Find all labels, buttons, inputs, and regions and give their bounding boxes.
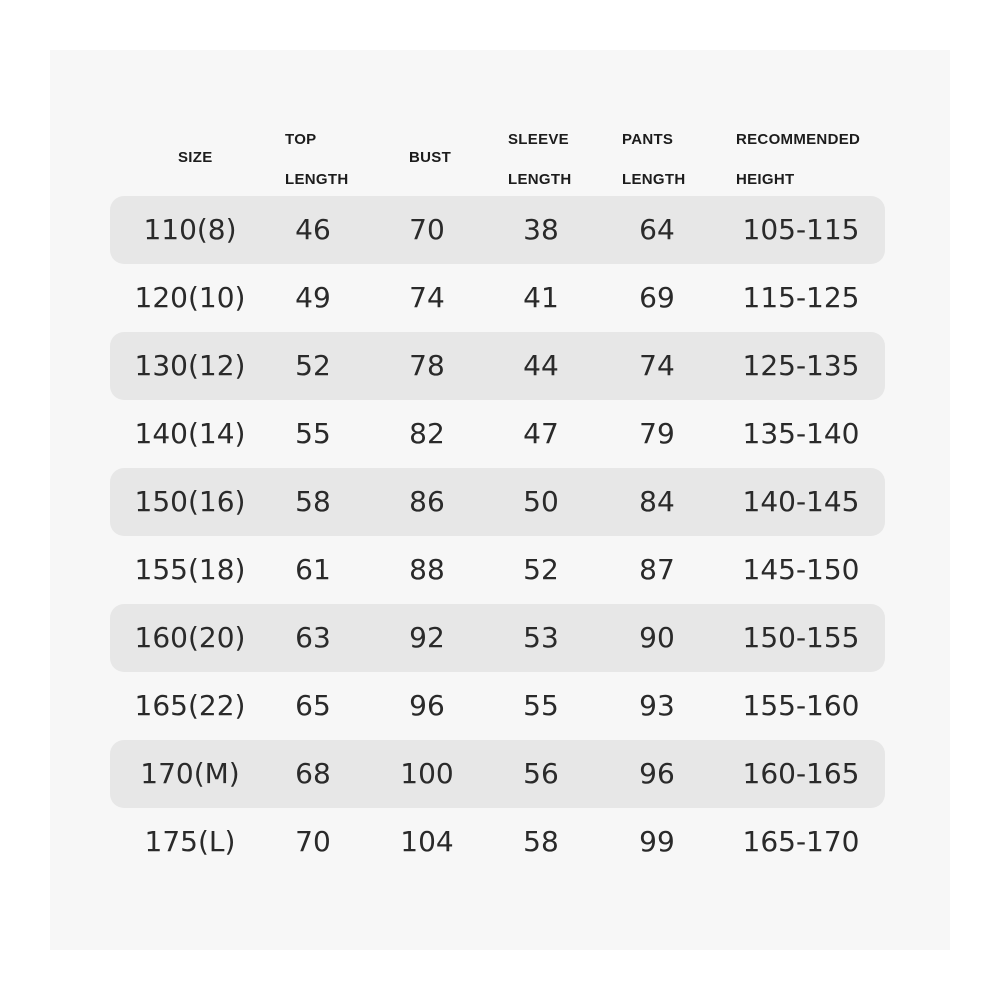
cell-size: 130(12): [134, 349, 246, 382]
cell-size: 165(22): [134, 689, 246, 722]
cell-size: 150(16): [134, 485, 246, 518]
cell-size: 170(M): [140, 757, 240, 790]
cell-sleeve-length: 50: [523, 485, 559, 518]
cell-bust: 96: [409, 689, 445, 722]
cell-recommended-height: 135-140: [742, 417, 860, 450]
cell-sleeve-length: 55: [523, 689, 559, 722]
cell-sleeve-length: 44: [523, 349, 559, 382]
cell-top-length: 65: [295, 689, 331, 722]
cell-pants-length: 90: [639, 621, 675, 654]
cell-sleeve-length: 53: [523, 621, 559, 654]
cell-size: 140(14): [134, 417, 246, 450]
table-row: [110, 672, 885, 740]
table-body: [110, 196, 885, 876]
cell-top-length: 46: [295, 213, 331, 246]
header-pants-length: PANTS LENGTH: [622, 131, 686, 188]
cell-top-length: 58: [295, 485, 331, 518]
cell-size: 160(20): [134, 621, 246, 654]
cell-recommended-height: 115-125: [742, 281, 860, 314]
cell-bust: 82: [409, 417, 445, 450]
cell-recommended-height: 145-150: [742, 553, 860, 586]
table-row: [110, 400, 885, 468]
cell-recommended-height: 155-160: [742, 689, 860, 722]
cell-recommended-height: 125-135: [742, 349, 860, 382]
table-row: [110, 740, 885, 808]
cell-top-length: 68: [295, 757, 331, 790]
cell-bust: 104: [400, 825, 454, 858]
cell-bust: 86: [409, 485, 445, 518]
cell-pants-length: 93: [639, 689, 675, 722]
table-row: [110, 536, 885, 604]
cell-sleeve-length: 58: [523, 825, 559, 858]
cell-bust: 78: [409, 349, 445, 382]
cell-pants-length: 69: [639, 281, 675, 314]
cell-pants-length: 64: [639, 213, 675, 246]
cell-recommended-height: 160-165: [742, 757, 860, 790]
table-row: [110, 468, 885, 536]
cell-size: 120(10): [134, 281, 246, 314]
table-header: [110, 50, 885, 196]
cell-top-length: 70: [295, 825, 331, 858]
cell-top-length: 55: [295, 417, 331, 450]
header-top-length: TOP LENGTH: [285, 131, 349, 188]
cell-pants-length: 74: [639, 349, 675, 382]
table-row: [110, 332, 885, 400]
cell-sleeve-length: 52: [523, 553, 559, 586]
cell-top-length: 63: [295, 621, 331, 654]
cell-bust: 92: [409, 621, 445, 654]
cell-pants-length: 99: [639, 825, 675, 858]
cell-sleeve-length: 47: [523, 417, 559, 450]
cell-pants-length: 79: [639, 417, 675, 450]
cell-recommended-height: 140-145: [742, 485, 860, 518]
cell-pants-length: 96: [639, 757, 675, 790]
header-bust: BUST: [409, 149, 452, 166]
cell-recommended-height: 165-170: [742, 825, 860, 858]
table-row: [110, 808, 885, 876]
cell-bust: 88: [409, 553, 445, 586]
size-chart-table: [110, 50, 885, 858]
cell-top-length: 52: [295, 349, 331, 382]
cell-size: 175(L): [144, 825, 236, 858]
cell-pants-length: 87: [639, 553, 675, 586]
cell-bust: 74: [409, 281, 445, 314]
table-row: [110, 196, 885, 264]
cell-pants-length: 84: [639, 485, 675, 518]
cell-bust: 70: [409, 213, 445, 246]
header-size: SIZE: [178, 149, 213, 166]
cell-recommended-height: 150-155: [742, 621, 860, 654]
cell-sleeve-length: 41: [523, 281, 559, 314]
cell-top-length: 49: [295, 281, 331, 314]
size-chart-card: [50, 50, 950, 950]
cell-top-length: 61: [295, 553, 331, 586]
header-sleeve-length: SLEEVE LENGTH: [508, 131, 572, 188]
cell-size: 155(18): [134, 553, 246, 586]
cell-bust: 100: [400, 757, 454, 790]
cell-sleeve-length: 56: [523, 757, 559, 790]
cell-sleeve-length: 38: [523, 213, 559, 246]
header-recommended-height: RECOMMENDED HEIGHT: [736, 131, 861, 188]
table-row: [110, 264, 885, 332]
table-row: [110, 604, 885, 672]
cell-recommended-height: 105-115: [742, 213, 860, 246]
cell-size: 110(8): [143, 213, 237, 246]
